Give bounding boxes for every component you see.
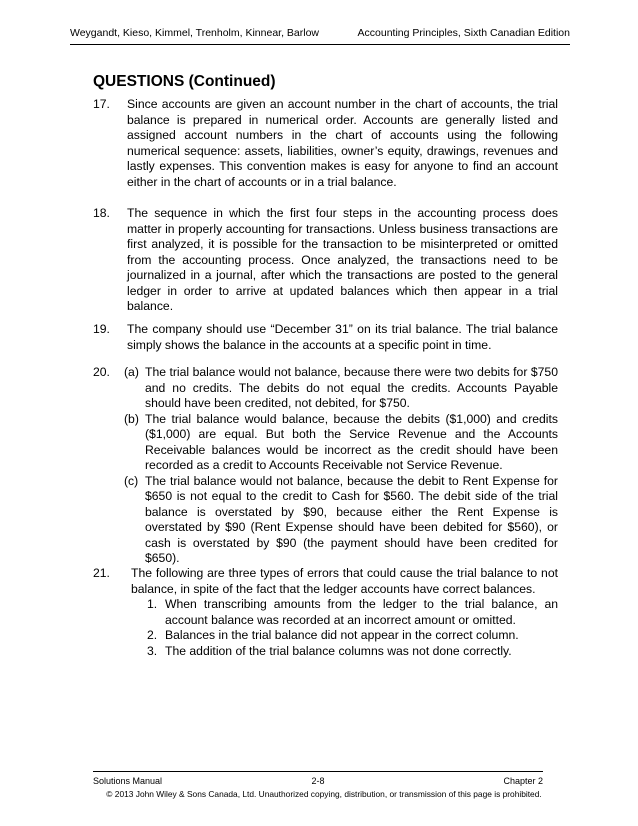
- question-intro: The following are three types of errors that could cause the trial balance to not balance, in spite of the fact that the ledger accounts have correct balances.: [131, 566, 558, 596]
- error-list: [147, 597, 558, 659]
- list-item: [147, 644, 558, 660]
- question-number: 19.: [93, 322, 110, 336]
- page-number: 2-8: [311, 776, 325, 786]
- question-20: [93, 365, 558, 567]
- part-text: The trial balance would balance, because the debits ($1,000) and credits ($1,000) are equal. But both the Service Revenue and the Accounts Receivable balances would be incorrect as the credit should have been recorded as a credit to Accounts Receivable not Service Revenue.: [145, 411, 558, 472]
- part-label: (c): [124, 473, 139, 488]
- list-item-number: 2.: [147, 628, 158, 642]
- question-text: The company should use “December 31” on its trial balance. The trial balance simply shows the balance in the accounts at a specific point in time.: [127, 322, 558, 352]
- part-label: (b): [124, 411, 139, 426]
- page-title: QUESTIONS (Continued): [93, 73, 276, 90]
- question-18: [93, 206, 558, 315]
- question-number: 18.: [93, 206, 110, 220]
- list-item-number: 1.: [147, 597, 158, 611]
- list-item-text: Balances in the trial balance did not appear in the correct column.: [165, 628, 519, 642]
- list-item-text: The addition of the trial balance columns was not done correctly.: [165, 643, 512, 658]
- header-divider: [70, 44, 570, 45]
- question-number: 20.: [93, 365, 110, 379]
- footer-chapter: Chapter 2: [503, 776, 543, 786]
- part-text: The trial balance would not balance, because the debit to Rent Expense for $650 is not equal to the credit to Cash for $560. The debit side of the trial balance is overstated by $90, because either the Rent Expense is overstated by $90 (Rent Expense should have been debited for $560), or cash is overstated by $90 (the payment should have been credited for $650).: [145, 473, 558, 565]
- part-label: (a): [124, 365, 139, 379]
- copyright-notice: © 2013 John Wiley & Sons Canada, Ltd. Unauthorized copying, distribution, or transmission of this page is prohibited.: [106, 789, 542, 799]
- footer-manual-label: Solutions Manual: [93, 776, 163, 786]
- question-21: [93, 566, 558, 659]
- list-item: [147, 628, 558, 644]
- list-item-text: When transcribing amounts from the ledger to the trial balance, an account balance was recorded at an incorrect amount or omitted.: [165, 597, 558, 627]
- list-item-number: 3.: [147, 643, 158, 658]
- answer-part-c: [124, 474, 558, 567]
- question-19: [93, 322, 558, 353]
- question-text: The sequence in which the first four steps in the accounting process does matter in properly accounting for transactions. Unless business transactions are first analyzed, it is possible for the transaction to be misinterpreted or omitted from the accounting process. Once analyzed, the transactions need to be journalized in a journal, after which the transactions are posted to the general ledger in order to arrive at updated balances which then appear in a trial balance.: [127, 206, 558, 313]
- question-17: [93, 97, 558, 190]
- part-text: The trial balance would not balance, because there were two debits for $750 and no credits. The debits do not equal the credits. Accounts Payable should have been credited, not debited, for $750.: [145, 365, 558, 410]
- question-number: 21.: [93, 566, 110, 580]
- header-book-title: Accounting Principles, Sixth Canadian Edition: [357, 27, 570, 39]
- answer-part-a: [124, 365, 558, 412]
- question-text: Since accounts are given an account number in the chart of accounts, the trial balance is prepared in numerical order. Accounts are generally listed and assigned account numbers in the chart of accounts using the following numerical sequence: assets, liabilities, owner’s equity, drawings, revenues and lastly expenses. This convention makes is easy for anyone to find an account either in the chart of accounts or in a trial balance.: [127, 97, 558, 189]
- list-item: [147, 597, 558, 628]
- footer-divider: [93, 771, 543, 772]
- header-authors: Weygandt, Kieso, Kimmel, Trenholm, Kinnear, Barlow: [70, 27, 320, 39]
- question-number: 17.: [93, 97, 110, 111]
- answer-part-b: [124, 412, 558, 474]
